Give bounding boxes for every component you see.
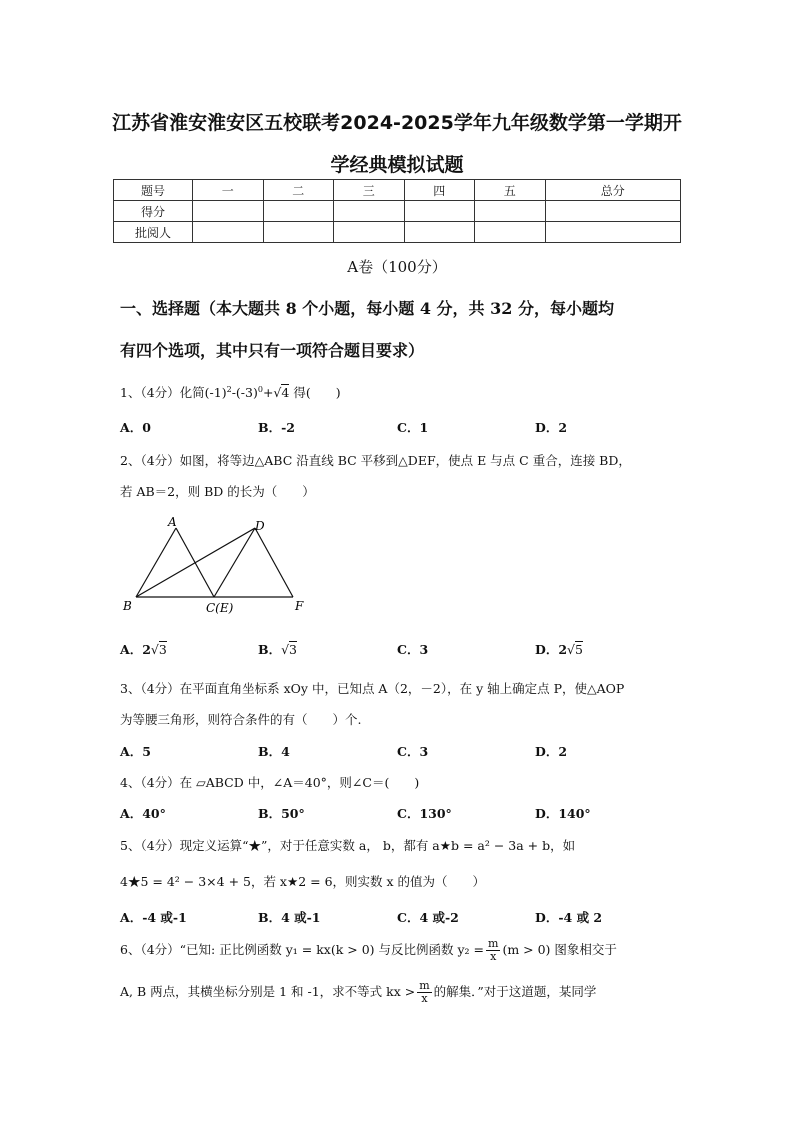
- q1-text: -(-3): [231, 385, 258, 400]
- label-f: F: [295, 599, 304, 613]
- section-heading-line-1: 一、选择题（本大题共 8 个小题，每小题 4 分，共 32 分，每小题均: [120, 299, 614, 318]
- q1-exponent: 2: [226, 384, 232, 394]
- table-cell: [545, 201, 681, 222]
- question-5-line-2: 4★5 = 4² − 3×4 + 5，若 x★2 = 6，则实数 x 的值为（ ）: [120, 874, 486, 889]
- q4-option-d: D．140°: [535, 806, 591, 821]
- table-cell: [334, 201, 405, 222]
- q1-option-d: D．2: [535, 420, 568, 435]
- question-6-line-1: [120, 938, 617, 963]
- q1-exponent: 0: [257, 384, 263, 394]
- title-line-2: 学经典模拟试题: [330, 154, 464, 176]
- line-ba: [136, 528, 176, 597]
- volume-label: A卷（100分）: [347, 258, 447, 276]
- question-2-line-2: 若 AB＝2，则 BD 的长为（ ）: [120, 484, 315, 499]
- table-cell: [263, 201, 334, 222]
- table-cell: [475, 222, 546, 243]
- q1-text: 1、（4分）化简(-1): [120, 385, 227, 400]
- table-cell: 三: [334, 180, 405, 201]
- q5-option-d: D．-4 或 2: [535, 910, 603, 925]
- table-cell: [263, 222, 334, 243]
- q6-text: (m > 0) 图象相交于: [502, 942, 617, 957]
- table-cell: [475, 201, 546, 222]
- label-ce: C(E): [206, 601, 234, 615]
- table-cell: 五: [475, 180, 546, 201]
- question-4: 4、（4分）在 ▱ABCD 中，∠A＝40°，则∠C＝( ): [120, 775, 420, 790]
- table-cell: 一: [193, 180, 264, 201]
- q4-option-c: C．130°: [397, 806, 452, 821]
- line-bd: [136, 528, 255, 597]
- q3-option-c: C．3: [397, 744, 429, 759]
- q2-option-b: B．√3: [258, 642, 297, 657]
- q2-option-d: D．2√5: [535, 642, 583, 657]
- question-1: [120, 383, 341, 401]
- table-cell: [545, 222, 681, 243]
- q4-option-a: A．40°: [120, 806, 166, 821]
- label-b: B: [123, 599, 132, 613]
- q6-text: A, B 两点，其横坐标分别是 1 和 -1，求不等式 kx >: [120, 984, 416, 999]
- table-cell: 总分: [545, 180, 681, 201]
- question-6-line-2: [120, 980, 596, 1005]
- table-cell: [193, 222, 264, 243]
- q1-text: +: [262, 385, 274, 400]
- q1-option-c: C．1: [397, 420, 429, 435]
- table-cell: [193, 201, 264, 222]
- table-cell: [404, 201, 475, 222]
- q3-option-a: A．5: [120, 744, 151, 759]
- score-table: [113, 179, 681, 243]
- line-ed: [214, 528, 255, 597]
- reviewer-row: [114, 222, 681, 243]
- section-heading-line-2: 有四个选项，其中只有一项符合题目要求）: [120, 341, 425, 360]
- label-d: D: [255, 519, 265, 533]
- table-cell: 二: [263, 180, 334, 201]
- fraction: $\frac{m}{x}$: [488, 937, 499, 963]
- q5-option-b: B．4 或-1: [258, 910, 321, 925]
- table-cell: [404, 222, 475, 243]
- table-cell: 四: [404, 180, 475, 201]
- score-table-header: [114, 180, 681, 201]
- table-cell: [334, 222, 405, 243]
- q2-option-c: C．3: [397, 642, 429, 657]
- q1-radicand: 4: [281, 385, 290, 400]
- table-cell: 题号: [114, 180, 193, 201]
- q3-option-b: B．4: [258, 744, 290, 759]
- line-df: [255, 528, 293, 597]
- table-cell: 批阅人: [114, 222, 193, 243]
- q6-text: 6、（4分）“已知: 正比例函数 y₁ = kx(k > 0) 与反比例函数 y₂ =: [120, 942, 484, 957]
- fraction: $\frac{m}{x}$: [419, 979, 430, 1005]
- score-row: [114, 201, 681, 222]
- label-a: A: [168, 515, 177, 529]
- q5-option-c: C．4 或-2: [397, 910, 459, 925]
- q3-option-d: D．2: [535, 744, 568, 759]
- q5-option-a: A．-4 或-1: [120, 910, 187, 925]
- question-2-line-1: 2、（4分）如图，将等边△ABC 沿直线 BC 平移到△DEF，使点 E 与点 C 重合，连接 BD，: [120, 453, 631, 468]
- q6-text: 的解集．”对于这道题，某同学: [433, 984, 597, 999]
- q1-option-b: B．-2: [258, 420, 295, 435]
- question-3-line-2: 为等腰三角形，则符合条件的有（ ）个.: [120, 712, 362, 727]
- table-cell: 得分: [114, 201, 193, 222]
- sqrt-symbol: √: [273, 385, 282, 400]
- q4-option-b: B．50°: [258, 806, 305, 821]
- q1-text: 得( ): [289, 385, 341, 400]
- q1-option-a: A．0: [120, 420, 151, 435]
- question-5-line-1: 5、（4分）现定义运算“★”，对于任意实数 a， b，都有 a★b = a² − 3a + b，如: [120, 838, 576, 853]
- q2-option-a: A．2√3: [120, 642, 167, 657]
- question-3-line-1: 3、（4分）在平面直角坐标系 xOy 中，已知点 A（2，－2），在 y 轴上确定点 P，使△AOP: [120, 681, 625, 696]
- title-line-1: 江苏省淮安淮安区五校联考2024-2025学年九年级数学第一学期开: [112, 112, 682, 134]
- triangle-figure: [118, 512, 318, 617]
